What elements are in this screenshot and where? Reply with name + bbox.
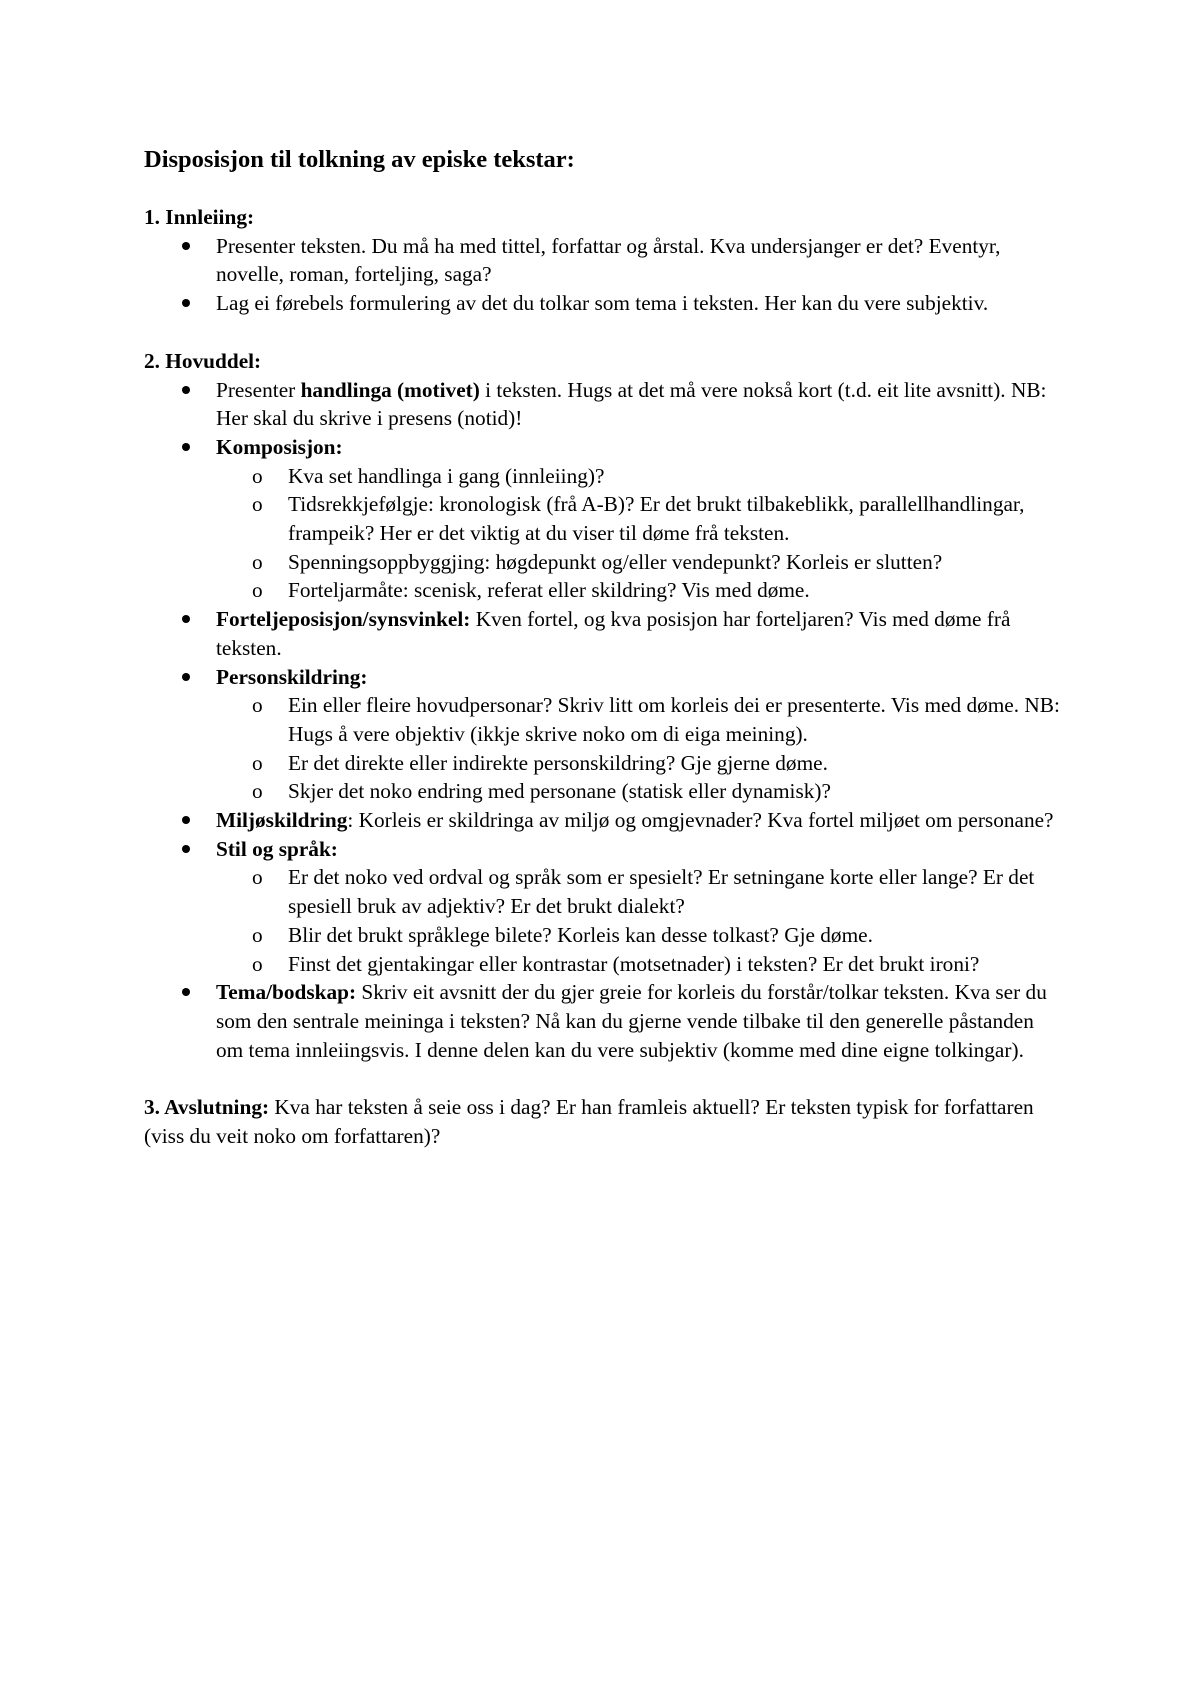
innleiing-list: [144, 232, 1064, 318]
miljo-text: : Korleis er skildringa av miljø og omgjevnader? Kva fortel miljøet om personane?: [347, 808, 1054, 833]
hovuddel-item-tema: [216, 978, 1064, 1064]
personskildring-sub-item: o Er det direkte eller indirekte personskildring? Gje gjerne døme.: [288, 749, 1064, 778]
synsvinkel-label: Forteljeposisjon/synsvinkel:: [216, 607, 471, 632]
hovuddel-list: [144, 376, 1064, 1065]
section-heading-innleiing: 1. Innleiing:: [144, 205, 255, 229]
document-page: [144, 144, 1064, 1151]
innleiing-item-formulering: Lag ei førebels formulering av det du tolkar som tema i teksten. Her kan du vere subjektiv.: [216, 289, 1064, 318]
section-avslutning: [144, 1093, 1064, 1150]
komposisjon-sub-item: o Kva set handlinga i gang (innleiing)?: [288, 462, 1064, 491]
hovuddel-item-handling: [216, 376, 1064, 433]
hovuddel-item-stil: [216, 835, 1064, 979]
komposisjon-label: Komposisjon:: [216, 434, 343, 459]
personskildring-label: Personskildring:: [216, 664, 368, 689]
stil-sub-item: o Blir det brukt språklege bilete? Korleis kan desse tolkast? Gje døme.: [288, 921, 1064, 950]
komposisjon-sub-item: o Forteljarmåte: scenisk, referat eller skildring? Vis med døme.: [288, 576, 1064, 605]
handling-text-post: i teksten. Hugs at det må vere nokså kort (t.d. eit lite avsnitt). NB: Her skal du skrive i presens (notid)!: [216, 377, 1047, 431]
komposisjon-sub-item: o Tidsrekkjefølgje: kronologisk (frå A-B)? Er det brukt tilbakeblikk, parallellhandlingar, frampeik? Her er det viktig at du viser til døme frå teksten.: [288, 490, 1064, 547]
stil-sub-item: o Er det noko ved ordval og språk som er spesielt? Er setningane korte eller lange? Er det spesiell bruk av adjektiv? Er det brukt dialekt?: [288, 863, 1064, 920]
spacer: [144, 318, 1064, 347]
personskildring-sub-item: o Skjer det noko endring med personane (statisk eller dynamisk)?: [288, 777, 1064, 806]
spacer: [144, 1064, 1064, 1093]
innleiing-item-presenter: Presenter teksten. Du må ha med tittel, forfattar og årstal. Kva undersjanger er det? Eventyr, novelle, roman, forteljing, saga?: [216, 232, 1064, 289]
miljo-label: Miljøskildring: [216, 808, 348, 833]
personskildring-sub-item: o Ein eller fleire hovudpersonar? Skriv litt om korleis dei er presenterte. Vis med døme. NB: Hugs å vere objektiv (ikkje skrive noko om di eiga meining).: [288, 691, 1064, 748]
hovuddel-item-miljo: [216, 806, 1064, 835]
tema-text: Skriv eit avsnitt der du gjer greie for korleis du forstår/tolkar teksten. Kva ser du som den sentrale meininga i teksten? Nå kan du gjerne vende tilbake til den generelle påstanden om tema innleiingsvis. I denne delen kan du vere subjektiv (komme med dine eigne tolkingar).: [216, 980, 1047, 1062]
stil-sub-item: o Finst det gjentakingar eller kontrastar (motsetnader) i teksten? Er det brukt ironi?: [288, 950, 1064, 979]
stil-label: Stil og språk:: [216, 836, 338, 861]
hovuddel-item-komposisjon: [216, 433, 1064, 605]
stil-sublist: [216, 863, 1064, 978]
komposisjon-sub-item: o Spenningsoppbyggjing: høgdepunkt og/eller vendepunkt? Korleis er slutten?: [288, 548, 1064, 577]
synsvinkel-text: Kven fortel, og kva posisjon har forteljaren? Vis med døme frå teksten.: [216, 607, 1011, 660]
personskildring-sublist: [216, 691, 1064, 806]
hovuddel-item-synsvinkel: [216, 605, 1064, 662]
avslutning-text: Kva har teksten å seie oss i dag? Er han framleis aktuell? Er teksten typisk for forfattaren (viss du veit noko om forfattaren)?: [144, 1095, 1034, 1149]
handling-bold: handlinga (motivet): [300, 377, 480, 402]
avslutning-label: 3. Avslutning:: [144, 1095, 270, 1120]
section-heading-hovuddel: 2. Hovuddel:: [144, 348, 262, 373]
tema-label: Tema/bodskap:: [216, 980, 357, 1005]
hovuddel-item-personskildring: [216, 663, 1064, 807]
document-title: Disposisjon til tolkning av episke tekstar:: [144, 146, 575, 173]
komposisjon-sublist: [216, 462, 1064, 606]
handling-text-pre: Presenter: [216, 377, 301, 402]
